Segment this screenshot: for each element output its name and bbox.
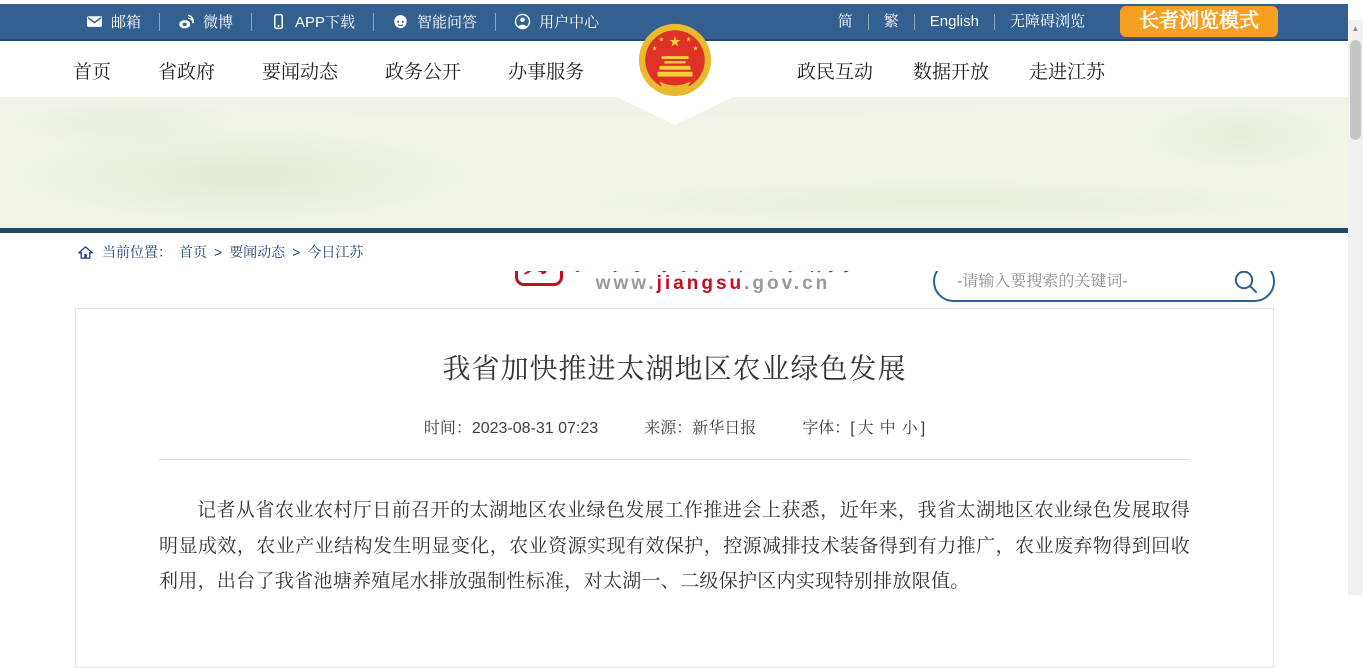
article-paragraph: 记者从省农业农村厅日前召开的太湖地区农业绿色发展工作推进会上获悉，近年来，我省太湖地区农业绿色发展取得明显成效，农业产业结构发生明显变化，农业资源实现有效保护，控源减排技术装备得到有力推广，农业废弃物得到回收利用，出台了我省池塘养殖尾水排放强制性标准，对太湖一、二级保护区内实现特别排放限值。 xyxy=(159,500,1190,592)
nav-item-news[interactable]: 要闻动态 xyxy=(262,61,339,83)
svg-text:★: ★ xyxy=(658,36,665,44)
site-url xyxy=(571,273,855,295)
elder-mode-button[interactable]: 长者浏览模式 xyxy=(1120,6,1278,37)
lang-traditional[interactable]: 繁 xyxy=(868,14,914,30)
breadcrumb-today-jiangsu[interactable]: 今日江苏 xyxy=(307,244,364,260)
nav-item-interaction[interactable]: 政民互动 xyxy=(797,61,874,83)
national-emblem xyxy=(636,21,714,99)
svg-text:★: ★ xyxy=(685,36,692,44)
breadcrumb-news[interactable]: 要闻动态 xyxy=(229,244,286,260)
article-title: 我省加快推进太湖地区农业绿色发展 xyxy=(442,353,907,384)
topbar-lang-switcher xyxy=(823,6,1278,37)
svg-text:★: ★ xyxy=(668,34,682,51)
breadcrumb-home[interactable]: 首页 xyxy=(179,244,207,260)
user-center-link[interactable] xyxy=(495,13,617,31)
scrollbar-up-arrow[interactable]: ▲ xyxy=(1351,23,1360,33)
mail-label: 邮箱 xyxy=(111,14,142,31)
home-icon xyxy=(78,245,93,260)
nav-item-gov-affairs[interactable]: 政务公开 xyxy=(385,61,462,83)
font-size-large-button[interactable]: 大 xyxy=(857,420,874,437)
vertical-scrollbar[interactable] xyxy=(1348,20,1363,595)
font-size-controls xyxy=(802,415,925,438)
user-icon xyxy=(514,13,531,30)
weibo-label: 微博 xyxy=(203,14,234,31)
breadcrumb-separator: > xyxy=(214,244,223,260)
search-input[interactable] xyxy=(935,273,1232,291)
article-meta xyxy=(76,415,1273,438)
nav-item-provincial-gov[interactable]: 省政府 xyxy=(158,61,216,83)
nav-item-about-jiangsu[interactable]: 走进江苏 xyxy=(1029,61,1106,83)
font-size-label-end: ] xyxy=(920,420,926,437)
breadcrumb-separator: > xyxy=(292,244,301,260)
phone-icon xyxy=(270,13,287,30)
lang-english[interactable]: English xyxy=(914,14,994,30)
article-time: 时间：2023-08-31 07:23 xyxy=(423,420,599,437)
app-download-label: APP下载 xyxy=(295,14,356,31)
breadcrumb-location-label: 当前位置： xyxy=(102,244,172,260)
weibo-icon xyxy=(178,13,195,30)
nav-item-home[interactable]: 首页 xyxy=(73,61,112,83)
app-download-link[interactable] xyxy=(251,13,373,31)
nav-item-services[interactable]: 办事服务 xyxy=(508,61,585,83)
url-tld: .gov.cn xyxy=(744,273,831,294)
url-domain: jiangsu xyxy=(656,273,745,294)
breadcrumb xyxy=(0,233,1348,271)
lang-simplified[interactable]: 简 xyxy=(837,12,853,30)
user-center-label: 用户中心 xyxy=(539,14,600,31)
main-nav-right xyxy=(797,43,1105,97)
robot-qa-icon xyxy=(392,13,409,30)
smart-qa-link[interactable] xyxy=(373,13,495,31)
svg-text:★: ★ xyxy=(692,45,699,53)
font-size-medium-button[interactable]: 中 xyxy=(879,420,896,437)
mail-icon xyxy=(86,13,103,30)
meta-divider xyxy=(159,459,1190,460)
smart-qa-label: 智能问答 xyxy=(417,14,478,31)
nav-item-open-data[interactable]: 数据开放 xyxy=(913,61,990,83)
font-size-small-button[interactable]: 小 xyxy=(901,420,918,437)
font-size-label: 字体：[ xyxy=(802,420,855,437)
url-www: www. xyxy=(595,273,657,294)
article-source: 来源：新华日报 xyxy=(644,420,757,437)
main-nav-left xyxy=(73,43,584,97)
weibo-link[interactable] xyxy=(159,13,251,31)
topbar-quick-links xyxy=(68,13,617,31)
accessibility-link[interactable]: 无障碍浏览 xyxy=(994,14,1100,30)
search-icon[interactable] xyxy=(1232,268,1259,295)
mail-link[interactable] xyxy=(68,13,159,31)
scrollbar-thumb[interactable] xyxy=(1350,40,1361,140)
article-container xyxy=(75,308,1274,668)
svg-text:★: ★ xyxy=(651,45,658,53)
